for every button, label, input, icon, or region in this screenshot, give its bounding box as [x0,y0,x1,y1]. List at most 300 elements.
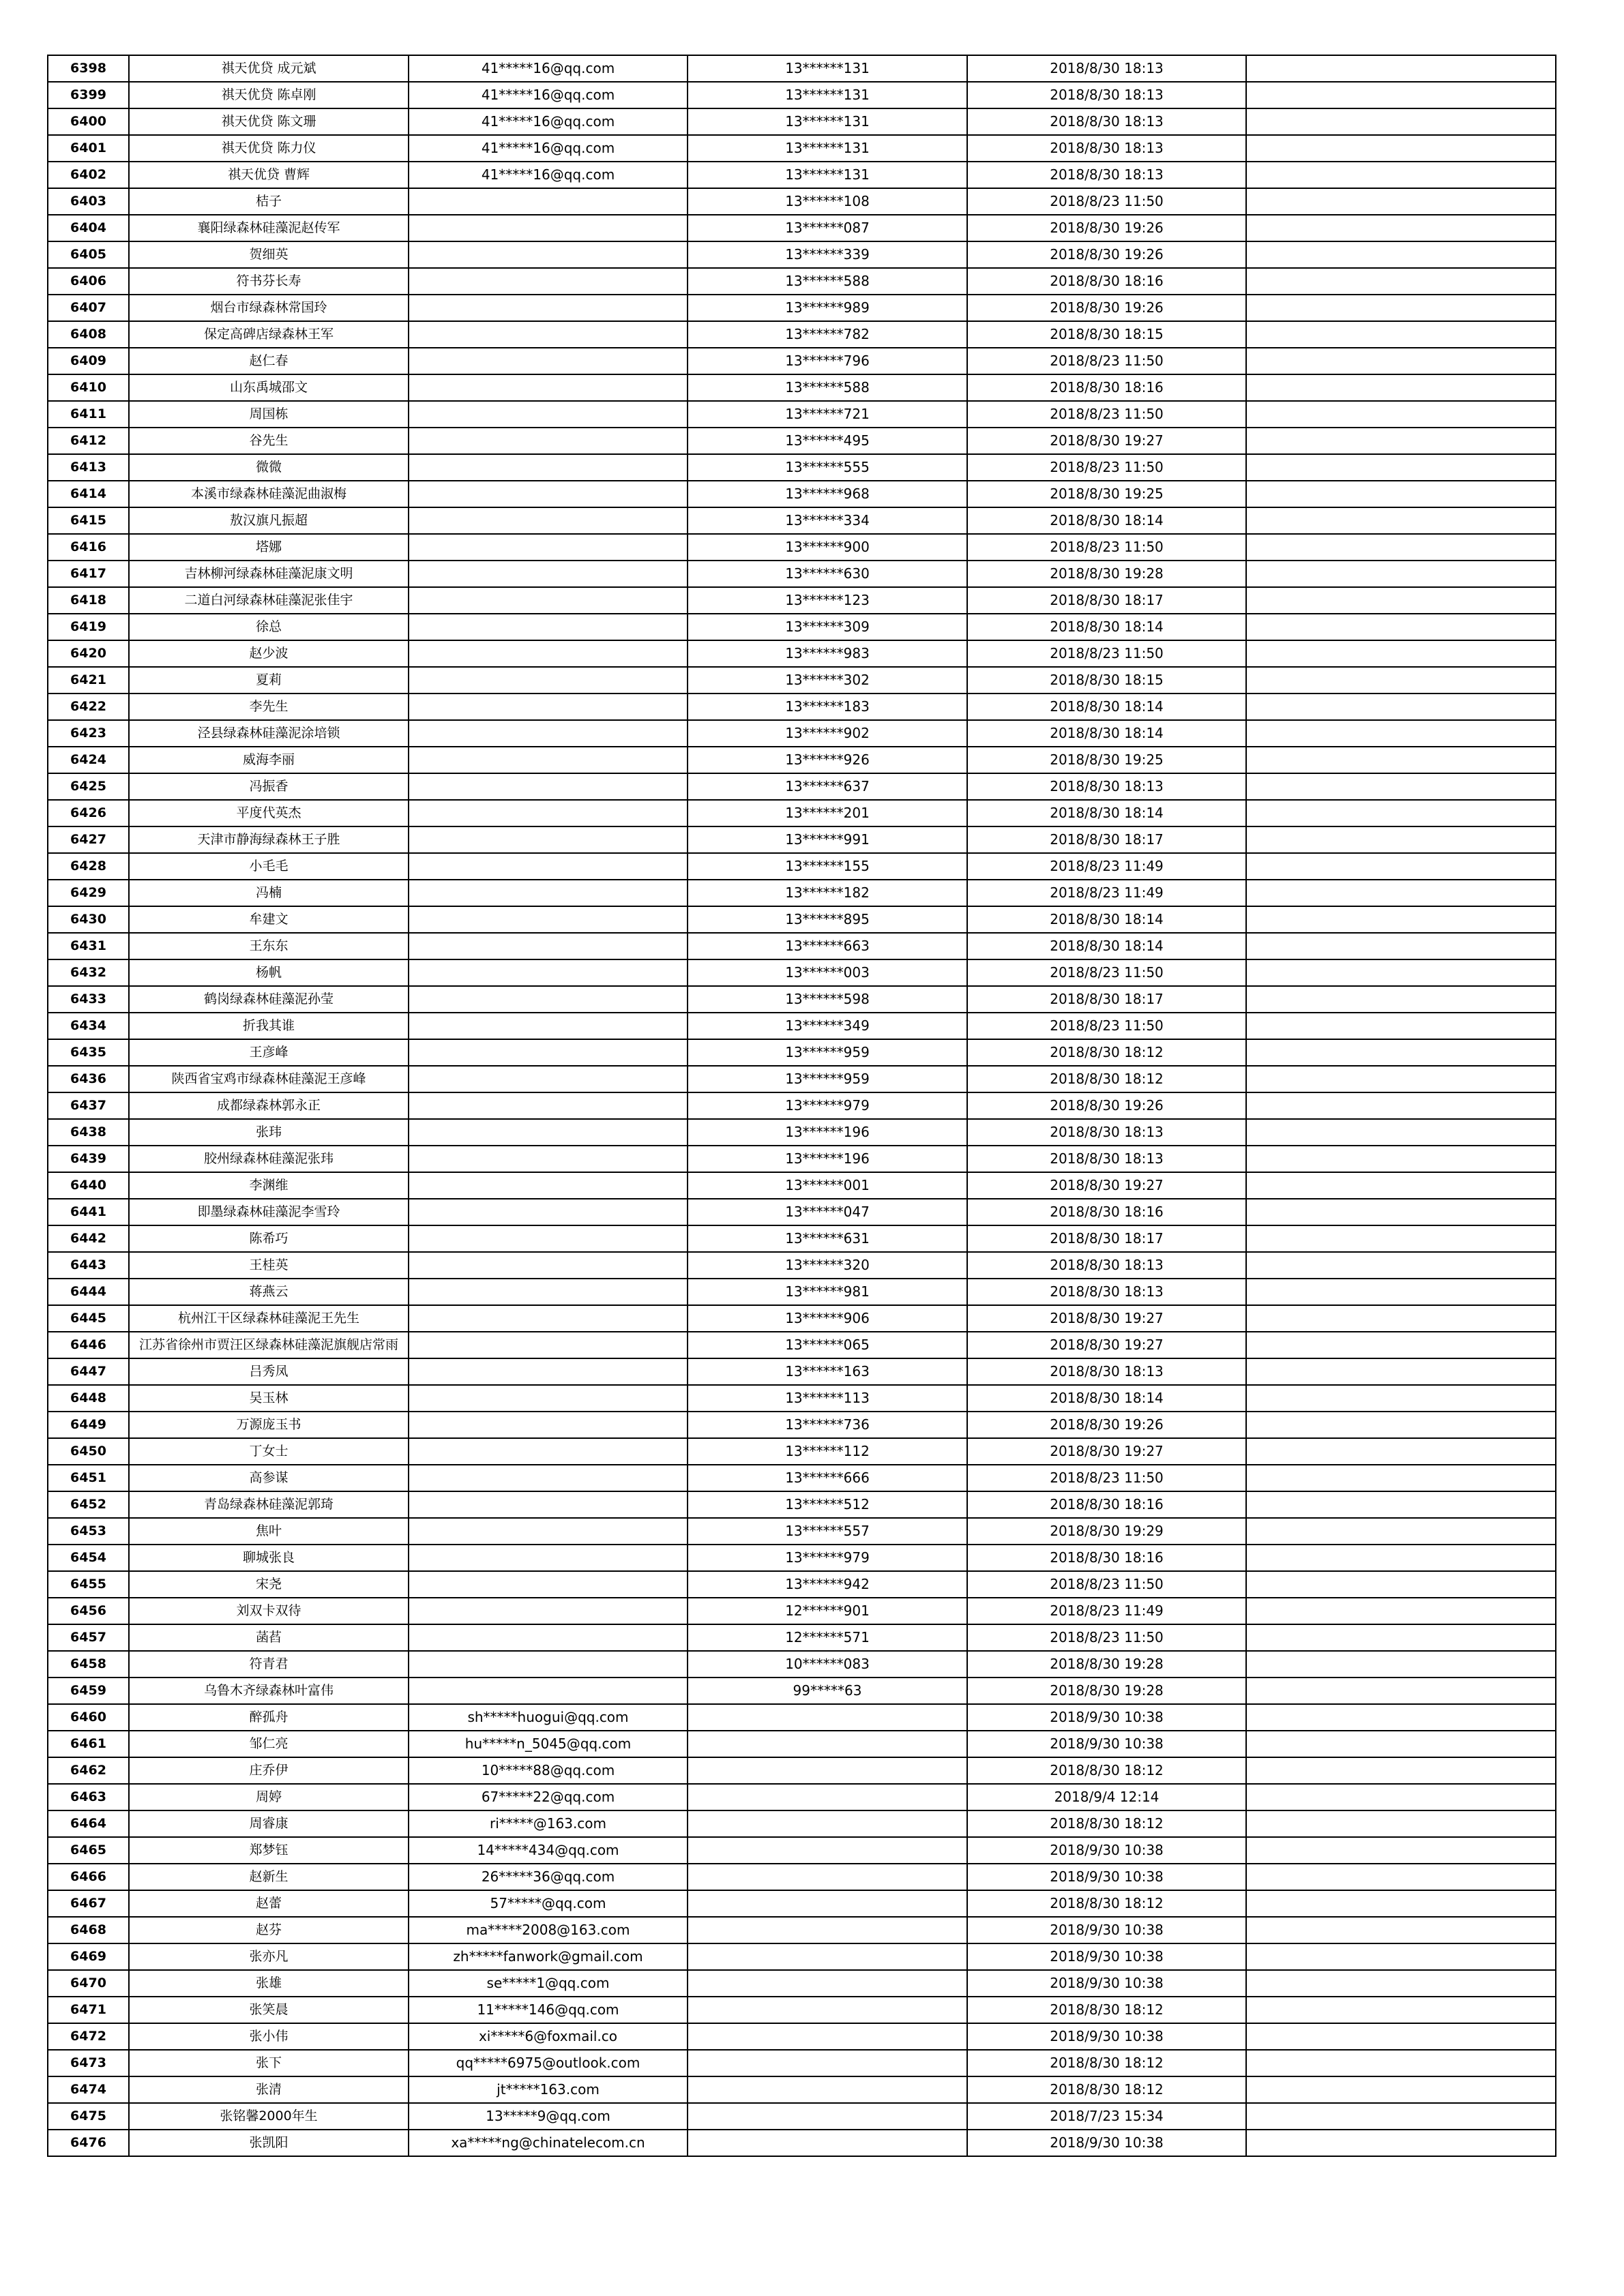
email-cell [409,534,688,561]
phone-cell: 13******895 [688,906,967,933]
note-cell [1246,1438,1556,1465]
time-cell: 2018/9/30 10:38 [967,1917,1246,1943]
name-cell: 陕西省宝鸡市绿森林硅藻泥王彦峰 [129,1066,409,1092]
email-cell: 57*****@qq.com [409,1890,688,1917]
table-row [48,1624,1556,1651]
row-number: 6466 [48,1864,129,1890]
table-row [48,1305,1556,1332]
email-cell [409,853,688,880]
phone-cell: 13******666 [688,1465,967,1491]
table-row [48,1970,1556,1997]
phone-cell: 13******588 [688,374,967,401]
table-row [48,1252,1556,1279]
table-row [48,1358,1556,1385]
phone-cell: 13******979 [688,1092,967,1119]
note-cell [1246,1225,1556,1252]
email-cell: jt*****163.com [409,2076,688,2103]
row-number: 6410 [48,374,129,401]
email-cell: 26*****36@qq.com [409,1864,688,1890]
phone-cell: 13******201 [688,800,967,826]
email-cell: ma*****2008@163.com [409,1917,688,1943]
time-cell: 2018/8/23 11:49 [967,853,1246,880]
phone-cell [688,1997,967,2023]
row-number: 6418 [48,587,129,614]
name-cell: 赵芬 [129,1917,409,1943]
time-cell: 2018/8/23 11:49 [967,1598,1246,1624]
name-cell: 符书芬长寿 [129,268,409,295]
phone-cell [688,1890,967,1917]
phone-cell [688,1704,967,1731]
row-number: 6467 [48,1890,129,1917]
note-cell [1246,1066,1556,1092]
time-cell: 2018/9/30 10:38 [967,1864,1246,1890]
note-cell [1246,747,1556,773]
row-number: 6473 [48,2050,129,2076]
time-cell: 2018/8/30 18:12 [967,1039,1246,1066]
note-cell [1246,880,1556,906]
table-row [48,2023,1556,2050]
table-row [48,454,1556,481]
table-row [48,1731,1556,1757]
table-row [48,1864,1556,1890]
time-cell: 2018/8/30 18:13 [967,1358,1246,1385]
table-row [48,1571,1556,1598]
row-number: 6407 [48,295,129,321]
table-row [48,82,1556,108]
table-row [48,1039,1556,1066]
email-cell [409,986,688,1013]
name-cell: 祺天优贷 成元斌 [129,55,409,82]
table-row [48,321,1556,348]
time-cell: 2018/8/30 19:28 [967,1651,1246,1678]
table-row [48,773,1556,800]
phone-cell [688,1731,967,1757]
email-cell [409,720,688,747]
email-cell [409,694,688,720]
name-cell: 二道白河绿森林硅藻泥张佳宇 [129,587,409,614]
email-cell [409,1598,688,1624]
row-number: 6457 [48,1624,129,1651]
note-cell [1246,1092,1556,1119]
note-cell [1246,800,1556,826]
time-cell: 2018/8/23 11:50 [967,348,1246,374]
time-cell: 2018/9/30 10:38 [967,1837,1246,1864]
phone-cell: 13******349 [688,1013,967,1039]
time-cell: 2018/8/30 18:12 [967,2050,1246,2076]
name-cell: 微微 [129,454,409,481]
table-row [48,986,1556,1013]
phone-cell: 13******796 [688,348,967,374]
name-cell: 青岛绿森林硅藻泥郭琦 [129,1491,409,1518]
note-cell [1246,1757,1556,1784]
note-cell [1246,321,1556,348]
row-number: 6448 [48,1385,129,1412]
time-cell: 2018/8/30 19:26 [967,1412,1246,1438]
name-cell: 蒋燕云 [129,1279,409,1305]
name-cell: 万源庞玉书 [129,1412,409,1438]
table-row [48,667,1556,694]
email-cell [409,1545,688,1571]
time-cell: 2018/8/30 19:29 [967,1518,1246,1545]
email-cell [409,1119,688,1146]
name-cell: 保定高碑店绿森林王军 [129,321,409,348]
email-cell [409,1172,688,1199]
name-cell: 敖汉旗凡振超 [129,507,409,534]
table-row [48,2050,1556,2076]
phone-cell: 13******003 [688,959,967,986]
note-cell [1246,135,1556,162]
phone-cell [688,1864,967,1890]
name-cell: 陈希巧 [129,1225,409,1252]
phone-cell: 13******902 [688,720,967,747]
row-number: 6428 [48,853,129,880]
note-cell [1246,295,1556,321]
email-cell: zh*****fanwork@gmail.com [409,1943,688,1970]
time-cell: 2018/8/30 18:13 [967,82,1246,108]
row-number: 6426 [48,800,129,826]
time-cell: 2018/8/30 19:27 [967,1305,1246,1332]
email-cell [409,640,688,667]
table-row [48,614,1556,640]
table-row [48,2103,1556,2130]
name-cell: 邹仁亮 [129,1731,409,1757]
email-cell [409,614,688,640]
phone-cell: 13******983 [688,640,967,667]
time-cell: 2018/9/30 10:38 [967,1704,1246,1731]
name-cell: 祺天优贷 陈文珊 [129,108,409,135]
time-cell: 2018/8/30 18:14 [967,694,1246,720]
name-cell: 张玮 [129,1119,409,1146]
time-cell: 2018/8/30 19:26 [967,241,1246,268]
row-number: 6445 [48,1305,129,1332]
time-cell: 2018/8/30 18:14 [967,906,1246,933]
row-number: 6439 [48,1146,129,1172]
email-cell [409,1624,688,1651]
note-cell [1246,481,1556,507]
table-row [48,1013,1556,1039]
row-number: 6421 [48,667,129,694]
time-cell: 2018/8/23 11:50 [967,454,1246,481]
email-cell [409,933,688,959]
time-cell: 2018/9/30 10:38 [967,2023,1246,2050]
name-cell: 张下 [129,2050,409,2076]
time-cell: 2018/8/30 18:12 [967,1810,1246,1837]
time-cell: 2018/8/30 18:13 [967,108,1246,135]
row-number: 6402 [48,162,129,188]
table-row [48,906,1556,933]
name-cell: 王彦峰 [129,1039,409,1066]
phone-cell: 13******495 [688,428,967,454]
row-number: 6438 [48,1119,129,1146]
email-cell: hu*****n_5045@qq.com [409,1731,688,1757]
phone-cell: 13******736 [688,1412,967,1438]
name-cell: 牟建文 [129,906,409,933]
table-row [48,640,1556,667]
name-cell: 聊城张良 [129,1545,409,1571]
email-cell [409,1651,688,1678]
note-cell [1246,667,1556,694]
time-cell: 2018/8/30 18:15 [967,321,1246,348]
row-number: 6461 [48,1731,129,1757]
phone-cell: 13******334 [688,507,967,534]
phone-cell: 13******555 [688,454,967,481]
phone-cell: 13******900 [688,534,967,561]
name-cell: 周睿康 [129,1810,409,1837]
time-cell: 2018/9/4 12:14 [967,1784,1246,1810]
table-row [48,1332,1556,1358]
phone-cell: 13******131 [688,135,967,162]
phone-cell: 13******631 [688,1225,967,1252]
table-row [48,1092,1556,1119]
time-cell: 2018/8/23 11:50 [967,1624,1246,1651]
phone-cell: 13******981 [688,1279,967,1305]
note-cell [1246,1199,1556,1225]
time-cell: 2018/8/23 11:50 [967,534,1246,561]
name-cell: 张清 [129,2076,409,2103]
email-cell [409,959,688,986]
table-row [48,1225,1556,1252]
row-number: 6429 [48,880,129,906]
note-cell [1246,1651,1556,1678]
email-cell [409,1438,688,1465]
note-cell [1246,906,1556,933]
time-cell: 2018/7/23 15:34 [967,2103,1246,2130]
time-cell: 2018/8/30 18:12 [967,1757,1246,1784]
time-cell: 2018/8/30 19:26 [967,295,1246,321]
email-cell [409,1252,688,1279]
email-cell [409,1332,688,1358]
name-cell: 宋尧 [129,1571,409,1598]
table-row [48,1917,1556,1943]
phone-cell: 13******302 [688,667,967,694]
phone-cell: 13******991 [688,826,967,853]
note-cell [1246,374,1556,401]
name-cell: 谷先生 [129,428,409,454]
row-number: 6401 [48,135,129,162]
time-cell: 2018/8/30 18:13 [967,773,1246,800]
table-row [48,1678,1556,1704]
note-cell [1246,933,1556,959]
phone-cell: 13******959 [688,1039,967,1066]
row-number: 6452 [48,1491,129,1518]
row-number: 6476 [48,2130,129,2156]
time-cell: 2018/8/30 19:26 [967,1092,1246,1119]
time-cell: 2018/8/23 11:50 [967,1571,1246,1598]
email-cell [409,1039,688,1066]
phone-cell: 13******959 [688,1066,967,1092]
name-cell: 吕秀凤 [129,1358,409,1385]
email-cell: 41*****16@qq.com [409,55,688,82]
row-number: 6415 [48,507,129,534]
email-cell [409,374,688,401]
time-cell: 2018/8/30 19:28 [967,1678,1246,1704]
name-cell: 烟台市绿森林常国玲 [129,295,409,321]
phone-cell: 13******065 [688,1332,967,1358]
phone-cell [688,1810,967,1837]
row-number: 6455 [48,1571,129,1598]
note-cell [1246,853,1556,880]
name-cell: 张雄 [129,1970,409,1997]
note-cell [1246,826,1556,853]
row-number: 6412 [48,428,129,454]
phone-cell [688,2023,967,2050]
phone-cell [688,1943,967,1970]
row-number: 6463 [48,1784,129,1810]
name-cell: 即墨绿森林硅藻泥李雪玲 [129,1199,409,1225]
note-cell [1246,1039,1556,1066]
time-cell: 2018/8/30 18:17 [967,826,1246,853]
table-row [48,1837,1556,1864]
note-cell [1246,1518,1556,1545]
row-number: 6453 [48,1518,129,1545]
row-number: 6454 [48,1545,129,1571]
table-row [48,2076,1556,2103]
time-cell: 2018/8/30 18:13 [967,162,1246,188]
phone-cell [688,2130,967,2156]
note-cell [1246,1943,1556,1970]
row-number: 6414 [48,481,129,507]
note-cell [1246,1784,1556,1810]
time-cell: 2018/8/30 18:13 [967,1119,1246,1146]
row-number: 6464 [48,1810,129,1837]
table-row [48,428,1556,454]
email-cell [409,215,688,241]
phone-cell: 13******598 [688,986,967,1013]
email-cell [409,401,688,428]
note-cell [1246,1385,1556,1412]
name-cell: 祺天优贷 陈力仪 [129,135,409,162]
phone-cell: 13******557 [688,1518,967,1545]
row-number: 6432 [48,959,129,986]
name-cell: 襄阳绿森林硅藻泥赵传军 [129,215,409,241]
email-cell [409,1385,688,1412]
phone-cell [688,1837,967,1864]
name-cell: 王东东 [129,933,409,959]
table-row [48,800,1556,826]
name-cell: 焦叶 [129,1518,409,1545]
email-cell [409,1225,688,1252]
email-cell: sh*****huogui@qq.com [409,1704,688,1731]
phone-cell: 13******131 [688,108,967,135]
table-row [48,1890,1556,1917]
name-cell: 泾县绿森林硅藻泥涂培锁 [129,720,409,747]
row-number: 6441 [48,1199,129,1225]
table-row [48,1651,1556,1678]
note-cell [1246,241,1556,268]
table-row [48,135,1556,162]
time-cell: 2018/8/30 18:12 [967,1066,1246,1092]
row-number: 6472 [48,2023,129,2050]
table-row [48,481,1556,507]
row-number: 6408 [48,321,129,348]
note-cell [1246,268,1556,295]
note-cell [1246,82,1556,108]
email-cell [409,1279,688,1305]
name-cell: 赵少波 [129,640,409,667]
name-cell: 山东禹城邵文 [129,374,409,401]
table-row [48,720,1556,747]
row-number: 6458 [48,1651,129,1678]
note-cell [1246,2050,1556,2076]
note-cell [1246,720,1556,747]
name-cell: 胶州绿森林硅藻泥张玮 [129,1146,409,1172]
phone-cell: 10******083 [688,1651,967,1678]
email-cell [409,747,688,773]
note-cell [1246,1837,1556,1864]
phone-cell: 12******901 [688,1598,967,1624]
row-number: 6465 [48,1837,129,1864]
email-cell [409,507,688,534]
row-number: 6475 [48,2103,129,2130]
name-cell: 贺细英 [129,241,409,268]
row-number: 6431 [48,933,129,959]
table-row [48,826,1556,853]
row-number: 6404 [48,215,129,241]
time-cell: 2018/8/30 18:14 [967,1385,1246,1412]
name-cell: 王桂英 [129,1252,409,1279]
table-row [48,587,1556,614]
name-cell: 小毛毛 [129,853,409,880]
note-cell [1246,694,1556,720]
row-number: 6444 [48,1279,129,1305]
note-cell [1246,1491,1556,1518]
name-cell: 桔子 [129,188,409,215]
time-cell: 2018/8/30 18:16 [967,374,1246,401]
phone-cell [688,2050,967,2076]
time-cell: 2018/8/30 19:25 [967,481,1246,507]
time-cell: 2018/8/30 18:16 [967,1491,1246,1518]
time-cell: 2018/9/30 10:38 [967,1943,1246,1970]
name-cell: 周婷 [129,1784,409,1810]
note-cell [1246,1279,1556,1305]
table-row [48,401,1556,428]
time-cell: 2018/8/30 18:13 [967,1279,1246,1305]
email-cell [409,587,688,614]
table-row [48,2130,1556,2156]
row-number: 6450 [48,1438,129,1465]
table-row [48,1943,1556,1970]
time-cell: 2018/8/30 18:17 [967,587,1246,614]
row-number: 6399 [48,82,129,108]
table-row [48,1997,1556,2023]
name-cell: 张铭馨2000年生 [129,2103,409,2130]
time-cell: 2018/8/23 11:49 [967,880,1246,906]
phone-cell: 13******131 [688,82,967,108]
row-number: 6470 [48,1970,129,1997]
row-number: 6443 [48,1252,129,1279]
name-cell: 祺天优贷 曹辉 [129,162,409,188]
time-cell: 2018/8/23 11:50 [967,1465,1246,1491]
email-cell: xi*****6@foxmail.co [409,2023,688,2050]
table-row [48,348,1556,374]
name-cell: 冯振香 [129,773,409,800]
note-cell [1246,2076,1556,2103]
note-cell [1246,428,1556,454]
phone-cell: 13******047 [688,1199,967,1225]
time-cell: 2018/8/30 18:12 [967,1997,1246,2023]
phone-cell: 13******588 [688,268,967,295]
phone-cell: 13******782 [688,321,967,348]
table-row [48,1146,1556,1172]
time-cell: 2018/8/30 18:14 [967,933,1246,959]
email-cell [409,295,688,321]
table-row [48,1704,1556,1731]
phone-cell: 99*****63 [688,1678,967,1704]
phone-cell [688,1757,967,1784]
row-number: 6459 [48,1678,129,1704]
row-number: 6413 [48,454,129,481]
time-cell: 2018/8/30 18:15 [967,667,1246,694]
